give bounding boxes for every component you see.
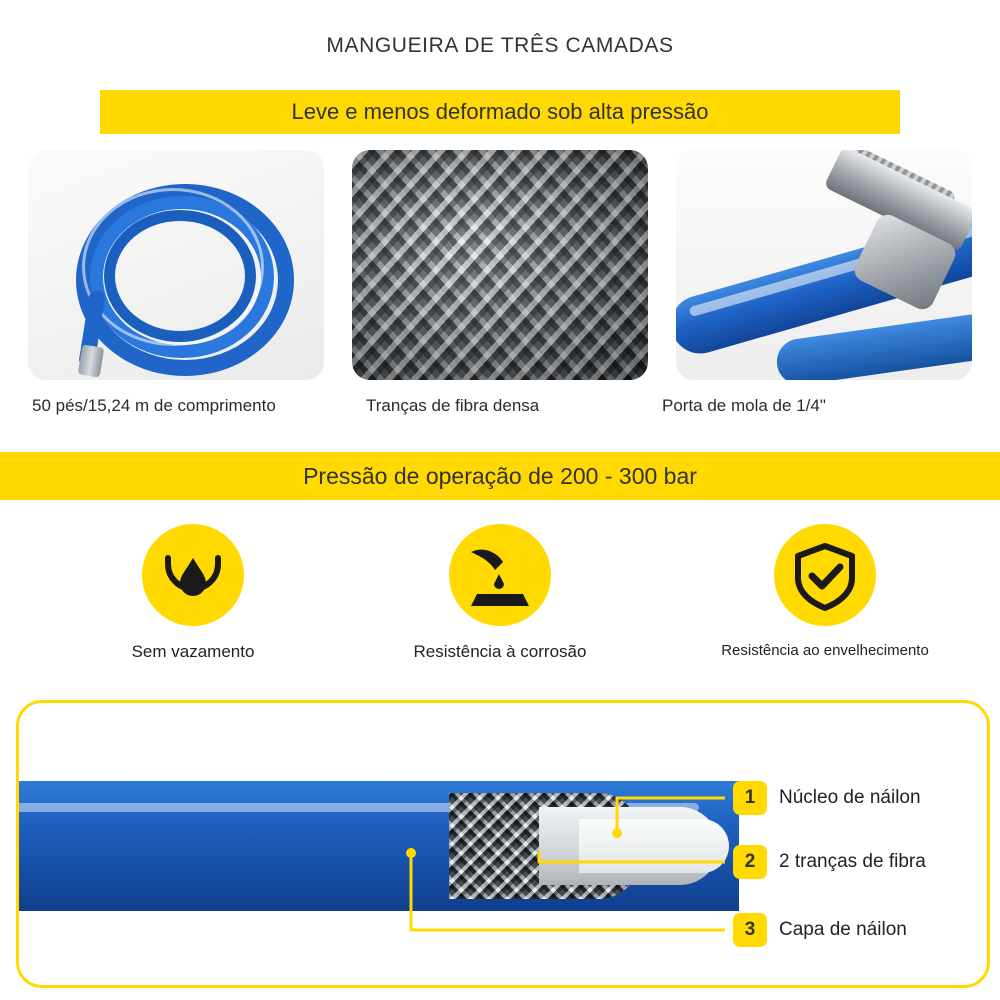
page-title: MANGUEIRA DE TRÊS CAMADAS (326, 34, 674, 57)
feature-caption-row (28, 396, 972, 424)
callout-layer-2 (733, 845, 926, 879)
shield-check-icon (774, 524, 876, 626)
corrosion-drip-icon (449, 524, 551, 626)
diagram-core-bore (579, 819, 729, 873)
hose-cutaway-diagram (16, 700, 990, 988)
benefit-corrosion (365, 524, 635, 662)
caption-length: 50 pés/15,24 m de comprimento (32, 396, 276, 415)
headline-banner-top-label: Leve e menos deformado sob alta pressão (291, 99, 709, 124)
headline-banner-pressure-label: Pressão de operação de 200 - 300 bar (303, 462, 697, 489)
benefit-aging-label: Resistência ao envelhecimento (721, 642, 929, 659)
benefits-row (0, 524, 1000, 684)
callout-badge-2: 2 (733, 845, 767, 879)
braid-shading-overlay (352, 150, 648, 380)
headline-banner-top (100, 90, 900, 134)
benefit-no-leak-label: Sem vazamento (131, 642, 255, 661)
coil-end-fitting (78, 344, 104, 377)
headline-banner-pressure (0, 452, 1000, 500)
coiled-hose-photo (28, 150, 324, 380)
caption-braid: Tranças de fibra densa (366, 396, 540, 415)
photo-card-fiber-braid (352, 150, 648, 380)
hose-fitting-photo (676, 150, 972, 380)
benefit-corrosion-label: Resistência à corrosão (413, 642, 587, 661)
callout-layer-1 (733, 781, 921, 815)
callout-label-3: Capa de náilon (779, 919, 907, 940)
water-drop-icon (142, 524, 244, 626)
callout-badge-1: 1 (733, 781, 767, 815)
caption-fitting: Porta de mola de 1/4" (662, 396, 826, 415)
coil-highlight (82, 188, 264, 346)
photo-card-coiled-hose (28, 150, 324, 380)
callout-badge-3: 3 (733, 913, 767, 947)
callout-label-1: Núcleo de náilon (779, 787, 921, 808)
benefit-no-leak (58, 524, 328, 662)
photo-card-hose-fitting (676, 150, 972, 380)
callout-layer-3 (733, 913, 907, 947)
callout-label-2: 2 tranças de fibra (779, 851, 926, 872)
benefit-aging (690, 524, 960, 659)
feature-photo-row (28, 150, 972, 380)
